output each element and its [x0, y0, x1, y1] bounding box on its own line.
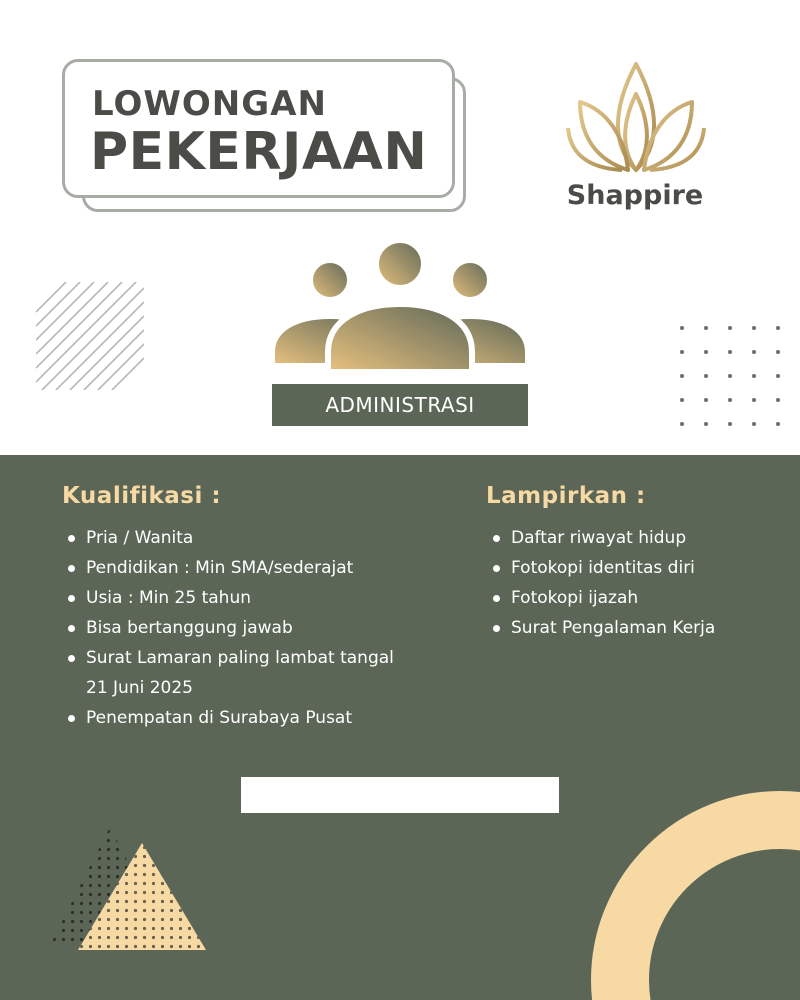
arc-decoration	[580, 780, 800, 1000]
list-item: Bisa bertanggung jawab	[68, 613, 394, 643]
dot-grid-decoration	[672, 318, 800, 436]
qualifications-title: Kualifikasi :	[62, 483, 222, 509]
list-item: Fotokopi identitas diri	[493, 553, 715, 583]
details-panel	[0, 455, 800, 1000]
list-item: Usia : Min 25 tahun	[68, 583, 394, 613]
list-item: Fotokopi ijazah	[493, 583, 715, 613]
diagonal-stripes-decoration	[36, 282, 144, 390]
list-item-continuation: 21 Juni 2025	[86, 678, 193, 698]
title-line-2: PEKERJAAN	[90, 122, 428, 182]
contact-placeholder-bar	[241, 777, 559, 813]
list-item: Pendidikan : Min SMA/sederajat	[68, 553, 394, 583]
brand-name: Shappire	[566, 180, 704, 211]
dotted-triangle-decoration	[50, 825, 210, 955]
title-line-1: LOWONGAN	[92, 84, 327, 124]
list-item: Surat Lamaran paling lambat tangal	[68, 643, 394, 673]
list-item: Daftar riwayat hidup	[493, 523, 715, 553]
list-item: Pria / Wanita	[68, 523, 394, 553]
attachments-title: Lampirkan :	[486, 483, 646, 509]
job-role-label: ADMINISTRASI	[272, 384, 528, 426]
people-group-icon	[268, 238, 532, 372]
list-item: Surat Pengalaman Kerja	[493, 613, 715, 643]
qualifications-list	[68, 523, 394, 733]
lotus-icon	[566, 58, 706, 176]
list-item: Penempatan di Surabaya Pusat	[68, 703, 394, 733]
attachments-list	[493, 523, 715, 643]
